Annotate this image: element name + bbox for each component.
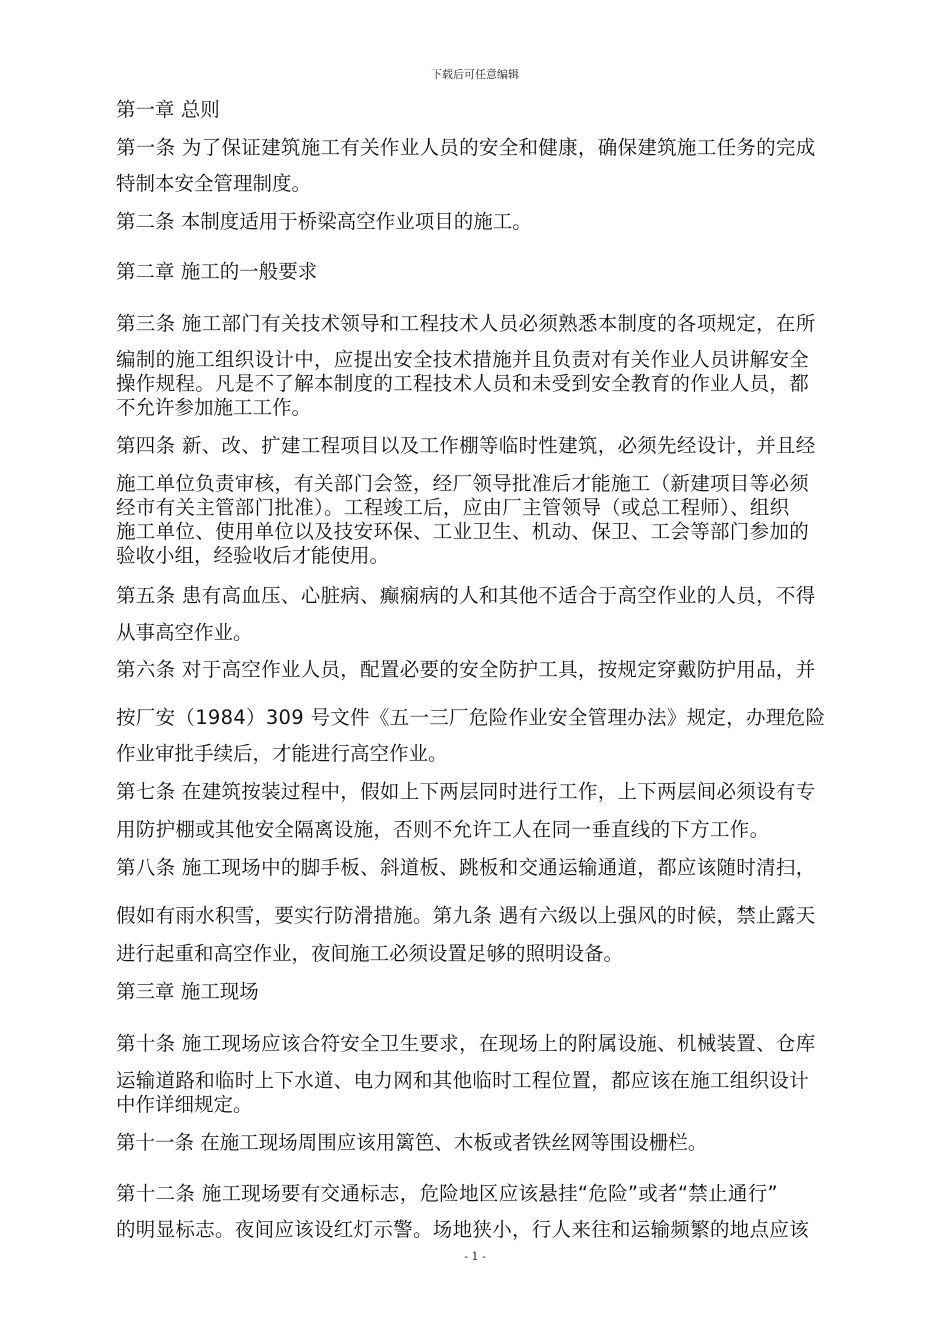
text-line: 施工单位负责审核，有关部门会签，经厂领导批准后才能施工（新建项目等必须 xyxy=(116,472,810,495)
text-line: 经市有关主管部门批准）。工程竣工后，应由厂主管领导（或总工程师）、组织 xyxy=(116,496,790,519)
text-line: 中作详细规定。 xyxy=(116,1093,253,1116)
text-line: 第一条 为了保证建筑施工有关作业人员的安全和健康，确保建筑施工任务的完成 xyxy=(116,136,816,159)
text-line: 按厂安（1984）309 号文件《五一三厂危险作业安全管理办法》规定，办理危险 xyxy=(116,706,826,729)
text-line: 第五条 患有高血压、心脏病、癫痫病的人和其他不适合于高空作业的人员，不得 xyxy=(116,584,816,607)
text-line: 施工单位、使用单位以及技安环保、工业卫生、机动、保卫、工会等部门参加的 xyxy=(116,520,810,543)
text-line: 不允许参加施工工作。 xyxy=(116,396,312,419)
chapter-heading: 第三章 施工现场 xyxy=(116,980,259,1003)
page-header: 下载后可任意编辑 xyxy=(431,68,519,81)
text-line: 作业审批手续后，才能进行高空作业。 xyxy=(116,742,448,765)
text-line: 用防护棚或其他安全隔离设施，否则不允许工人在同一垂直线的下方工作。 xyxy=(116,818,770,841)
text-line: 第二条 本制度适用于桥梁高空作业项目的施工。 xyxy=(116,210,532,233)
text-line: 第六条 对于高空作业人员，配置必要的安全防护工具，按规定穿戴防护用品，并 xyxy=(116,658,816,681)
chapter-heading: 第二章 施工的一般要求 xyxy=(116,260,318,283)
text-line: 第八条 施工现场中的脚手板、斜道板、跳板和交通运输通道，都应该随时清扫， xyxy=(116,856,816,879)
text-line: 第七条 在建筑按装过程中，假如上下两层同时进行工作，上下两层间必须设有专 xyxy=(116,780,816,803)
text-line: 第十二条 施工现场要有交通标志，危险地区应该悬挂“危险”或者“禁止通行” xyxy=(116,1182,778,1205)
text-line: 编制的施工组织设计中，应提出安全技术措施并且负责对有关作业人员讲解安全 xyxy=(116,348,810,371)
text-line: 从事高空作业。 xyxy=(116,621,253,644)
text-line: 第十一条 在施工现场周围应该用篱笆、木板或者铁丝网等围设栅栏。 xyxy=(116,1131,708,1154)
text-line: 的明显标志。夜间应该设红灯示警。场地狭小，行人来往和运输频繁的地点应该 xyxy=(116,1218,810,1241)
text-line: 第四条 新、改、扩建工程项目以及工作棚等临时性建筑，必须先经设计，并且经 xyxy=(116,434,816,457)
text-line: 第十条 施工现场应该合符安全卫生要求，在现场上的附属设施、机械装置、仓库 xyxy=(116,1032,816,1055)
chapter-heading: 第一章 总则 xyxy=(116,98,220,121)
text-line: 操作规程。凡是不了解本制度的工程技术人员和未受到安全教育的作业人员，都 xyxy=(116,372,810,395)
text-line: 特制本安全管理制度。 xyxy=(116,172,312,195)
text-line: 运输道路和临时上下水道、电力网和其他临时工程位置，都应该在施工组织设计 xyxy=(116,1069,810,1092)
text-line: 假如有雨水积雪，要实行防滑措施。第九条 遇有六级以上强风的时候，禁止露天 xyxy=(116,904,816,927)
text-line: 第三条 施工部门有关技术领导和工程技术人员必须熟悉本制度的各项规定，在所 xyxy=(116,312,816,335)
page-number: - 1 - xyxy=(464,1250,486,1263)
text-line: 进行起重和高空作业，夜间施工必须设置足够的照明设备。 xyxy=(116,942,624,965)
text-line: 验收小组，经验收后才能使用。 xyxy=(116,544,390,567)
